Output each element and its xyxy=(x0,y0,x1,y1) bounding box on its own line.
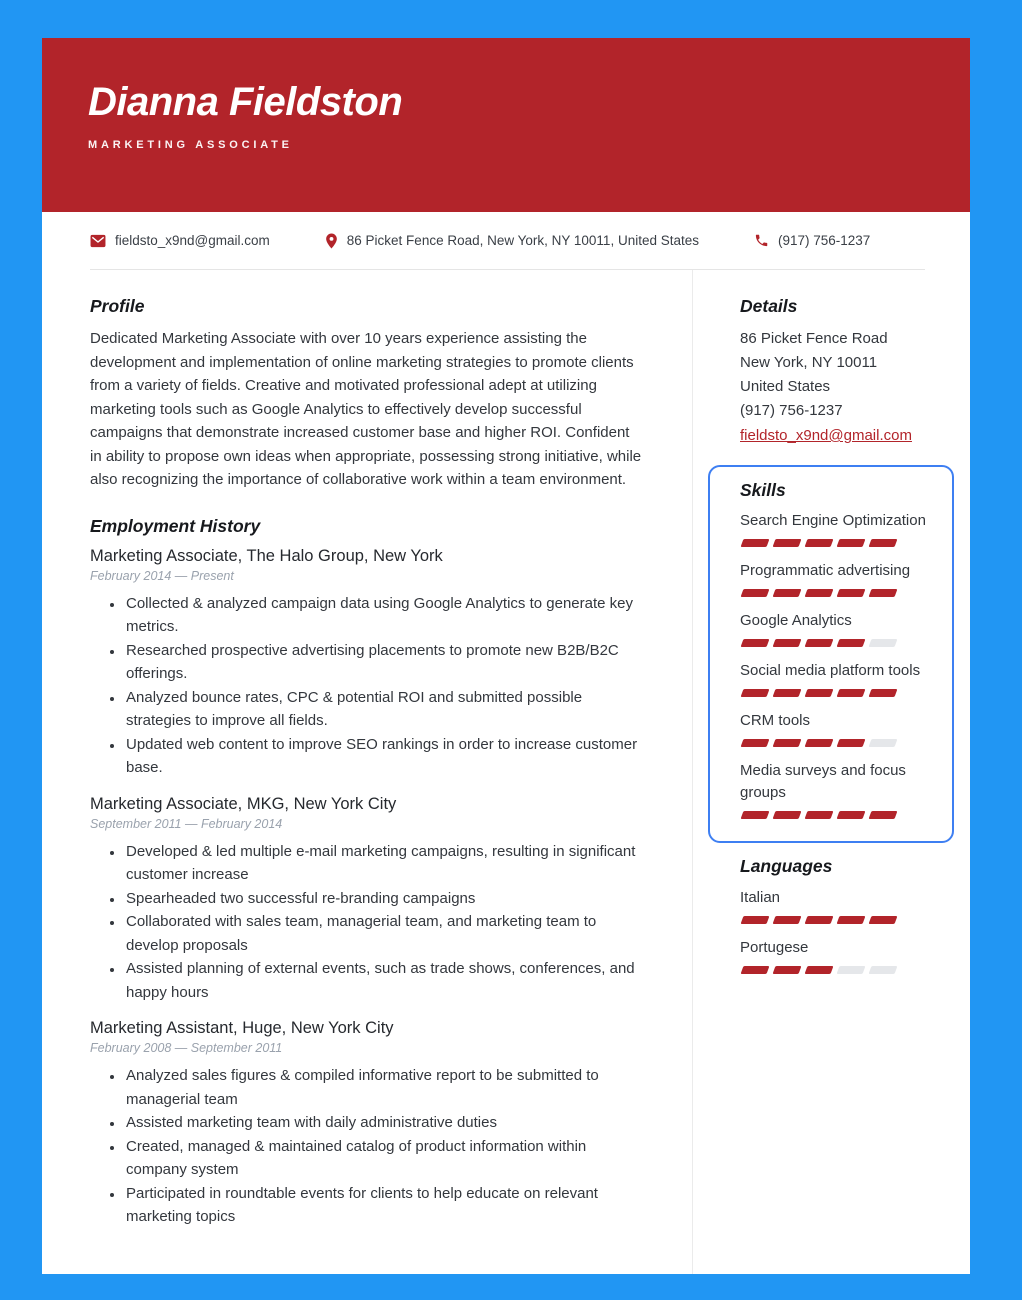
level-segment xyxy=(773,539,802,547)
language-level-bar xyxy=(742,966,952,974)
contact-email-text: fieldsto_x9nd@gmail.com xyxy=(115,233,270,248)
level-segment xyxy=(741,639,770,647)
job-bullet: • Analyzed bounce rates, CPC & potential ROI and submitted possible strategies to improve all fields. xyxy=(124,686,644,733)
skill-level-bar xyxy=(742,639,928,647)
job-bullet: • Spearheaded two successful re-branding campaigns xyxy=(124,887,644,911)
job-bullet: • Created, managed & maintained catalog of product information within company system xyxy=(124,1135,644,1182)
level-segment xyxy=(773,639,802,647)
level-segment xyxy=(837,589,866,597)
details-section[interactable] xyxy=(740,296,954,448)
profile-text: Dedicated Marketing Associate with over 10 years experience assisting the development and implementation of online marketing strategies to promote clients from a variety of fields. Creative and motivated professional adept at utilizing marketing tools such as Google Analytics to effectively develop successful campaigns that demonstrate increased customer base and higher ROI. Confident in ability to propose own ideas when appropriate, possessing strong initiative, while also recognizing the importance of collaborative work within a team environment. xyxy=(90,330,642,488)
skill-name: Media surveys and focus groups xyxy=(740,762,906,801)
level-segment xyxy=(869,811,898,819)
details-line: New York, NY 10011 xyxy=(740,354,878,371)
language-level-bar xyxy=(742,916,952,924)
job-dates: February 2008 — September 2011 xyxy=(90,1041,283,1055)
job-dates: February 2014 — Present xyxy=(90,568,234,583)
skill-name: Google Analytics xyxy=(740,612,852,629)
resume-body xyxy=(90,269,925,1274)
details-line: United States xyxy=(740,378,831,395)
main-column xyxy=(90,270,692,1274)
language-name: Portugese xyxy=(740,939,809,956)
job-title: Marketing Associate, MKG, New York City xyxy=(90,794,397,813)
level-segment xyxy=(869,739,898,747)
resume-page xyxy=(42,38,970,1274)
language-name: Italian xyxy=(740,889,781,906)
job-title: Marketing Assistant, Huge, New York City xyxy=(90,1019,394,1037)
job-bullets xyxy=(90,592,644,780)
skill-name: Programmatic advertising xyxy=(740,562,911,579)
contact-strip[interactable] xyxy=(42,212,970,269)
contact-phone xyxy=(754,233,870,248)
envelope-icon xyxy=(90,234,106,248)
skill-item xyxy=(740,660,930,697)
level-segment xyxy=(837,689,866,697)
skill-level-bar xyxy=(742,589,928,597)
contact-phone-text: (917) 756-1237 xyxy=(778,233,871,248)
details-email-link[interactable]: fieldsto_x9nd@gmail.com xyxy=(740,427,912,444)
level-segment xyxy=(837,916,866,924)
job-bullets xyxy=(90,1064,644,1229)
job-bullet: • Collected & analyzed campaign data using Google Analytics to generate key metrics. xyxy=(124,592,644,639)
skill-item xyxy=(740,510,930,547)
level-segment xyxy=(741,589,770,597)
job-dates: September 2011 — February 2014 xyxy=(90,816,283,831)
skill-level-bar xyxy=(742,689,928,697)
level-segment xyxy=(869,639,898,647)
job-title: Marketing Associate, The Halo Group, New York xyxy=(90,546,443,565)
skill-item xyxy=(740,560,930,597)
job-bullet: • Analyzed sales figures & compiled informative report to be submitted to managerial team xyxy=(124,1064,644,1111)
level-segment xyxy=(773,811,802,819)
profile-section[interactable] xyxy=(90,296,644,492)
level-segment xyxy=(805,811,834,819)
level-segment xyxy=(869,916,898,924)
resume-header[interactable] xyxy=(42,38,970,212)
level-segment xyxy=(837,966,866,974)
skills-heading: Skills xyxy=(740,480,786,500)
skill-item xyxy=(740,610,930,647)
level-segment xyxy=(869,589,898,597)
employment-section[interactable] xyxy=(90,516,644,1229)
job-entry xyxy=(90,547,644,780)
details-line: 86 Picket Fence Road xyxy=(740,330,888,347)
job-bullet: • Participated in roundtable events for clients to help educate on relevant marketing topics xyxy=(124,1182,644,1229)
level-segment xyxy=(741,811,770,819)
languages-section[interactable] xyxy=(740,856,954,974)
job-entry xyxy=(90,795,644,1005)
level-segment xyxy=(837,739,866,747)
details-heading: Details xyxy=(740,296,798,316)
level-segment xyxy=(805,639,834,647)
contact-email xyxy=(90,233,270,248)
level-segment xyxy=(805,539,834,547)
phone-icon xyxy=(754,233,769,248)
level-segment xyxy=(869,689,898,697)
skill-item xyxy=(740,710,930,747)
skill-level-bar xyxy=(742,539,928,547)
level-segment xyxy=(805,689,834,697)
details-line: (917) 756-1237 xyxy=(740,402,843,419)
language-item xyxy=(740,937,954,974)
job-bullet: • Assisted marketing team with daily administrative duties xyxy=(124,1111,644,1135)
level-segment xyxy=(741,739,770,747)
level-segment xyxy=(773,916,802,924)
skill-name: Social media platform tools xyxy=(740,662,921,679)
level-segment xyxy=(805,589,834,597)
contact-address-text: 86 Picket Fence Road, New York, NY 10011, United States xyxy=(346,233,699,248)
level-segment xyxy=(837,539,866,547)
level-segment xyxy=(869,539,898,547)
skill-item xyxy=(740,760,930,819)
level-segment xyxy=(773,689,802,697)
candidate-name: Dianna Fieldston xyxy=(88,80,403,124)
job-bullet: • Researched prospective advertising placements to promote new B2B/B2C offerings. xyxy=(124,639,644,686)
level-segment xyxy=(741,539,770,547)
job-bullet: • Assisted planning of external events, such as trade shows, conferences, and happy hours xyxy=(124,957,644,1004)
location-pin-icon xyxy=(325,233,338,249)
level-segment xyxy=(741,689,770,697)
sidebar-column xyxy=(692,270,954,1274)
level-segment xyxy=(805,739,834,747)
contact-address xyxy=(325,233,699,249)
level-segment xyxy=(773,589,802,597)
job-bullets xyxy=(90,840,644,1005)
level-segment xyxy=(741,966,770,974)
level-segment xyxy=(805,916,834,924)
language-item xyxy=(740,887,954,924)
languages-heading: Languages xyxy=(740,856,833,876)
level-segment xyxy=(773,739,802,747)
level-segment xyxy=(741,916,770,924)
level-segment xyxy=(773,966,802,974)
skill-level-bar xyxy=(742,811,928,819)
level-segment xyxy=(837,811,866,819)
level-segment xyxy=(805,966,834,974)
level-segment xyxy=(869,966,898,974)
candidate-job-title: MARKETING ASSOCIATE xyxy=(88,139,293,151)
job-bullet: • Developed & led multiple e-mail marketing campaigns, resulting in significant customer increase xyxy=(124,840,644,887)
profile-heading: Profile xyxy=(90,296,145,316)
job-bullet: • Collaborated with sales team, managerial team, and marketing team to develop proposals xyxy=(124,910,644,957)
skill-name: Search Engine Optimization xyxy=(740,512,926,529)
level-segment xyxy=(837,639,866,647)
skill-level-bar xyxy=(742,739,928,747)
employment-heading: Employment History xyxy=(90,515,261,536)
job-bullet: • Updated web content to improve SEO rankings in order to increase customer base. xyxy=(124,733,644,780)
skill-name: CRM tools xyxy=(740,712,811,729)
skills-section-selected[interactable] xyxy=(708,465,954,843)
job-entry xyxy=(90,1019,644,1229)
